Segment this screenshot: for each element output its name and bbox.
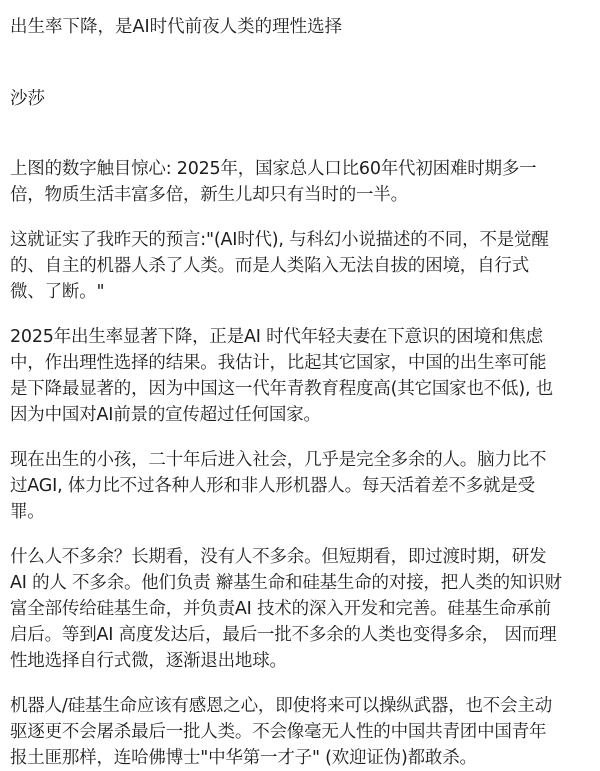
paragraph-1 (10, 156, 590, 208)
paragraph-line: AI 的人 不多余。他们负责 辮基生命和硅基生命的对接，把人类的知识财 (10, 573, 562, 593)
paragraph-line: 上图的数字触目惊心: 2025年，国家总人口比60年代初困难时期多一 (10, 159, 537, 179)
paragraph-line: 的、自主的机器人杀了人类。而是人类陷入无法自拔的困境，自行式 (10, 256, 529, 276)
paragraph-line: 因为中国对AI前景的宣传超过任何国家。 (10, 405, 321, 425)
paragraph-line: 倍，物质生活丰富多倍，新生儿却只有当时的一半。 (10, 185, 408, 205)
paragraph-line: 微、了断。" (10, 282, 105, 302)
paragraph-line: 启后。等到AI 高度发达后，最后一批不多余的人类也变得多余， 因而理 (10, 625, 557, 645)
paragraph-line: 中，作出理性选择的结果。我估计，比起其它国家，中国的出生率可能 (10, 353, 547, 373)
paragraph-line: 这就证实了我昨天的预言:"(AI时代), 与科幻小说描述的不同，不是觉醒 (10, 230, 549, 250)
paragraph-line: 罪。 (10, 502, 45, 522)
article-body (10, 156, 590, 771)
paragraph-line: 2025年出生率显著下降，正是AI 时代年轻夫妻在下意识的困境和焦虑 (10, 327, 543, 347)
article-title: 出生率下降，是AI时代前夜人类的理性选择 (10, 17, 343, 37)
paragraph-line: 机器人/硅基生命应该有感恩之心，即使将来可以操纵武器，也不会主动 (10, 696, 552, 716)
article-author: 沙莎 (10, 89, 45, 109)
paragraph-3 (10, 324, 590, 428)
paragraph-line: 现在出生的小孩，二十年后进入社会，几乎是完全多余的人。脑力比不 (10, 450, 547, 470)
paragraph-line: 过AGI, 体力比不过各种人形和非人形机器人。每天活着差不多就是受 (10, 476, 535, 496)
paragraph-line: 驱逐更不会屠杀最后一批人类。不会像毫无人性的中国共青团中国青年 (10, 722, 547, 742)
paragraph-4 (10, 447, 590, 525)
paragraph-line: 性地选择自行式微，逐渐退出地球。 (10, 651, 287, 671)
paragraph-line: 是下降最显著的，因为中国这一代年青教育程度高(其它国家也不低), 也 (10, 379, 553, 399)
paragraph-line: 报土匪那样，连哈佛博士"中华第一才子" (欢迎证伪)都敢杀。 (10, 748, 477, 768)
paragraph-line: 富全部传给硅基生命，并负责AI 技术的深入开发和完善。硅基生命承前 (10, 599, 552, 619)
paragraph-line: 什么人不多余？长期看，没有人不多余。但短期看，即过渡时期，研发 (10, 547, 547, 567)
paragraph-2 (10, 227, 590, 305)
paragraph-6 (10, 693, 590, 771)
paragraph-5 (10, 544, 590, 674)
